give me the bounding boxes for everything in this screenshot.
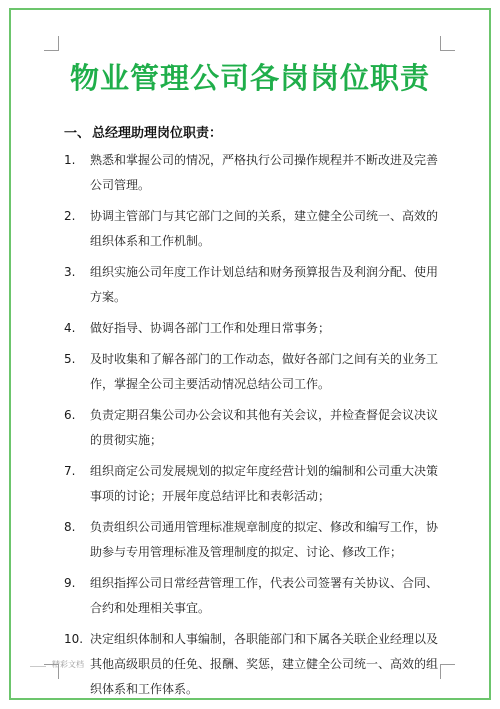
item-number: 1. [64,153,76,167]
item-text: 组织指挥公司日常经营管理工作，代表公司签署有关协议、合同、合约和处理相关事宜。 [90,576,439,615]
section-title: 总经理助理岗位职责： [92,126,223,141]
list-item [64,347,448,397]
list-item [64,260,448,310]
list-item [64,403,448,453]
item-text: 负责组织公司通用管理标准规章制度的拟定、修改和编写工作，协助参与专用管理标准及管理制度的拟定、讨论、修改工作； [90,520,439,559]
item-number: 4. [64,321,76,335]
item-number: 8. [64,520,76,534]
item-number: 2. [64,209,76,223]
item-text: 决定组织体制和人事编制，各职能部门和下属各关联企业经理以及其他高级职员的任免、报酬、奖惩，建立健全公司统一、高效的组织体系和工作体系。 [90,632,439,696]
list-item [64,627,448,702]
list-item [64,571,448,621]
list-item [64,459,448,509]
item-number: 3. [64,265,76,279]
list-item [64,515,448,565]
item-text: 及时收集和了解各部门的工作动态，做好各部门之间有关的业务工作，掌握全公司主要活动情况总结公司工作。 [90,352,439,391]
item-text: 负责定期召集公司办公会议和其他有关会议，并检查督促会议决议的贯彻实施； [90,408,439,447]
item-text: 协调主管部门与其它部门之间的关系，建立健全公司统一、高效的组织体系和工作机制。 [90,209,439,248]
list-item [64,148,448,198]
section-heading [64,122,222,141]
crop-mark-top-left [44,36,59,51]
footer-rule [30,666,46,667]
item-number: 5. [64,352,76,366]
item-number: 9. [64,576,76,590]
list-item [64,204,448,254]
item-text: 熟悉和掌握公司的情况，严格执行公司操作规程并不断改进及完善公司管理。 [90,153,439,192]
item-text: 组织实施公司年度工作计划总结和财务预算报告及利润分配、使用方案。 [90,265,439,304]
section-number: 一、 [64,126,91,141]
item-number: 7. [64,464,76,478]
item-text: 做好指导、协调各部门工作和处理日常事务； [90,321,331,335]
item-number: 6. [64,408,76,422]
item-text: 组织商定公司发展规划的拟定年度经营计划的编制和公司重大决策事项的讨论；开展年度总结评比和表彰活动； [90,464,439,503]
item-number: 10. [64,632,84,646]
crop-mark-top-right [440,36,455,51]
list-item [64,316,448,341]
duty-list [64,148,448,708]
footer-text: 精彩文档 [52,660,84,669]
document-title: 物业管理公司各岗岗位职责 [69,61,430,95]
